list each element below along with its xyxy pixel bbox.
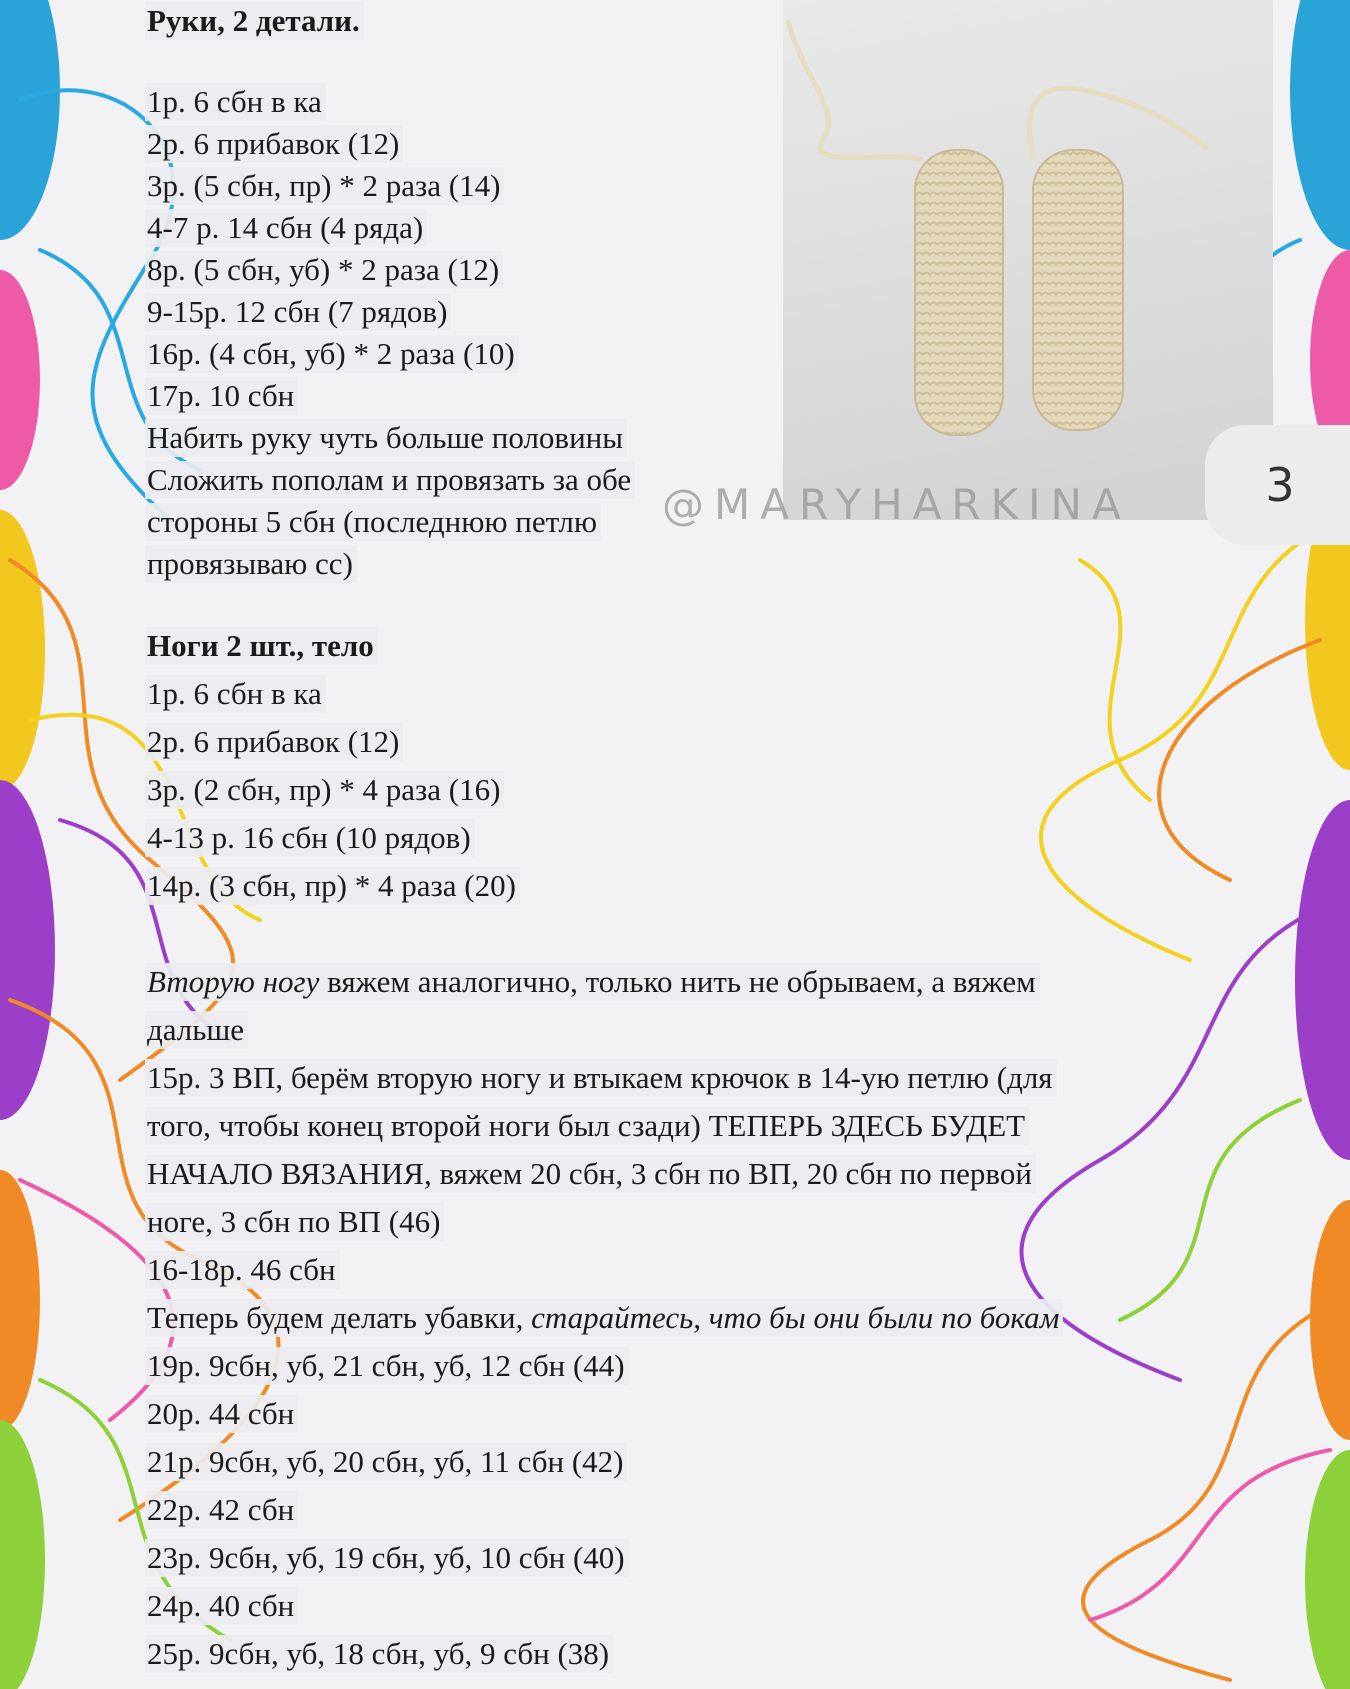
second-leg-line [145,963,1040,1001]
legs-row-5: 14р. (3 сбн, пр) * 4 раза (20) [145,867,520,905]
legs-row-3: 3р. (2 сбн, пр) * 4 раза (16) [145,771,504,809]
arms-row-4: 4-7 р. 14 сбн (4 ряда) [145,209,427,247]
arms-row-1: 1р. 6 сбн в ка [145,83,326,121]
arms-row-7: 16р. (4 сбн, уб) * 2 раза (10) [145,335,519,373]
legs-row-4: 4-13 р. 16 сбн (10 рядов) [145,819,475,857]
final-row-6: 24р. 40 сбн [145,1587,298,1625]
arms-row-10: Сложить пополам и провязать за обе [145,461,635,499]
final-row-1: 19р. 9сбн, уб, 21 сбн, уб, 12 сбн (44) [145,1347,629,1385]
decrease-plain: Теперь будем делать убавки, [147,1300,532,1335]
final-row-5: 23р. 9сбн, уб, 19 сбн, уб, 10 сбн (40) [145,1539,629,1577]
arms-row-5: 8р. (5 сбн, уб) * 2 раза (12) [145,251,503,289]
page-number-badge: 3 [1205,425,1350,545]
final-row-7: 25р. 9сбн, уб, 18 сбн, уб, 9 сбн (38) [145,1635,613,1673]
legs-row-1: 1р. 6 сбн в ка [145,675,326,713]
continue-row-6: 16-18р. 46 сбн [145,1251,340,1289]
continue-row-4: НАЧАЛО ВЯЗАНИЯ, вяжем 20 сбн, 3 сбн по ВП, 20 сбн по первой [145,1155,1036,1193]
crochet-arms-image [783,0,1273,520]
legs-title: Ноги 2 шт., тело [145,627,378,665]
legs-row-2: 2р. 6 прибавок (12) [145,723,403,761]
crochet-arms-photo [783,0,1273,520]
continue-row-5: ноге, 3 сбн по ВП (46) [145,1203,444,1241]
decrease-italic: старайтесь, что бы они были по бокам [531,1300,1060,1335]
final-row-3: 21р. 9сбн, уб, 20 сбн, уб, 11 сбн (42) [145,1443,627,1481]
arms-row-6: 9-15р. 12 сбн (7 рядов) [145,293,451,331]
second-leg-rest: вяжем аналогично, только нить не обрываем, а вяжем [319,964,1036,999]
final-row-4: 22р. 42 сбн [145,1491,298,1529]
arms-row-8: 17р. 10 сбн [145,377,298,415]
watermark-text: @MARYHARKINA [662,480,1131,529]
arms-row-12: провязываю сс) [145,545,357,583]
arms-row-9: Набить руку чуть больше половины [145,419,627,457]
arms-row-3: 3р. (5 сбн, пр) * 2 раза (14) [145,167,504,205]
final-row-2: 20р. 44 сбн [145,1395,298,1433]
decrease-line [145,1299,1063,1337]
arms-row-11: стороны 5 сбн (последнюю петлю [145,503,601,541]
continue-row-3: того, чтобы конец второй ноги был сзади) ТЕПЕРЬ ЗДЕСЬ БУДЕТ [145,1107,1029,1145]
continue-row-1: дальше [145,1011,248,1049]
arms-row-2: 2р. 6 прибавок (12) [145,125,403,163]
second-leg-italic: Вторую ногу [147,964,320,999]
continue-row-2: 15р. 3 ВП, берём вторую ногу и втыкаем крючок в 14-ую петлю (для [145,1059,1057,1097]
arms-title: Руки, 2 детали. [145,2,364,40]
